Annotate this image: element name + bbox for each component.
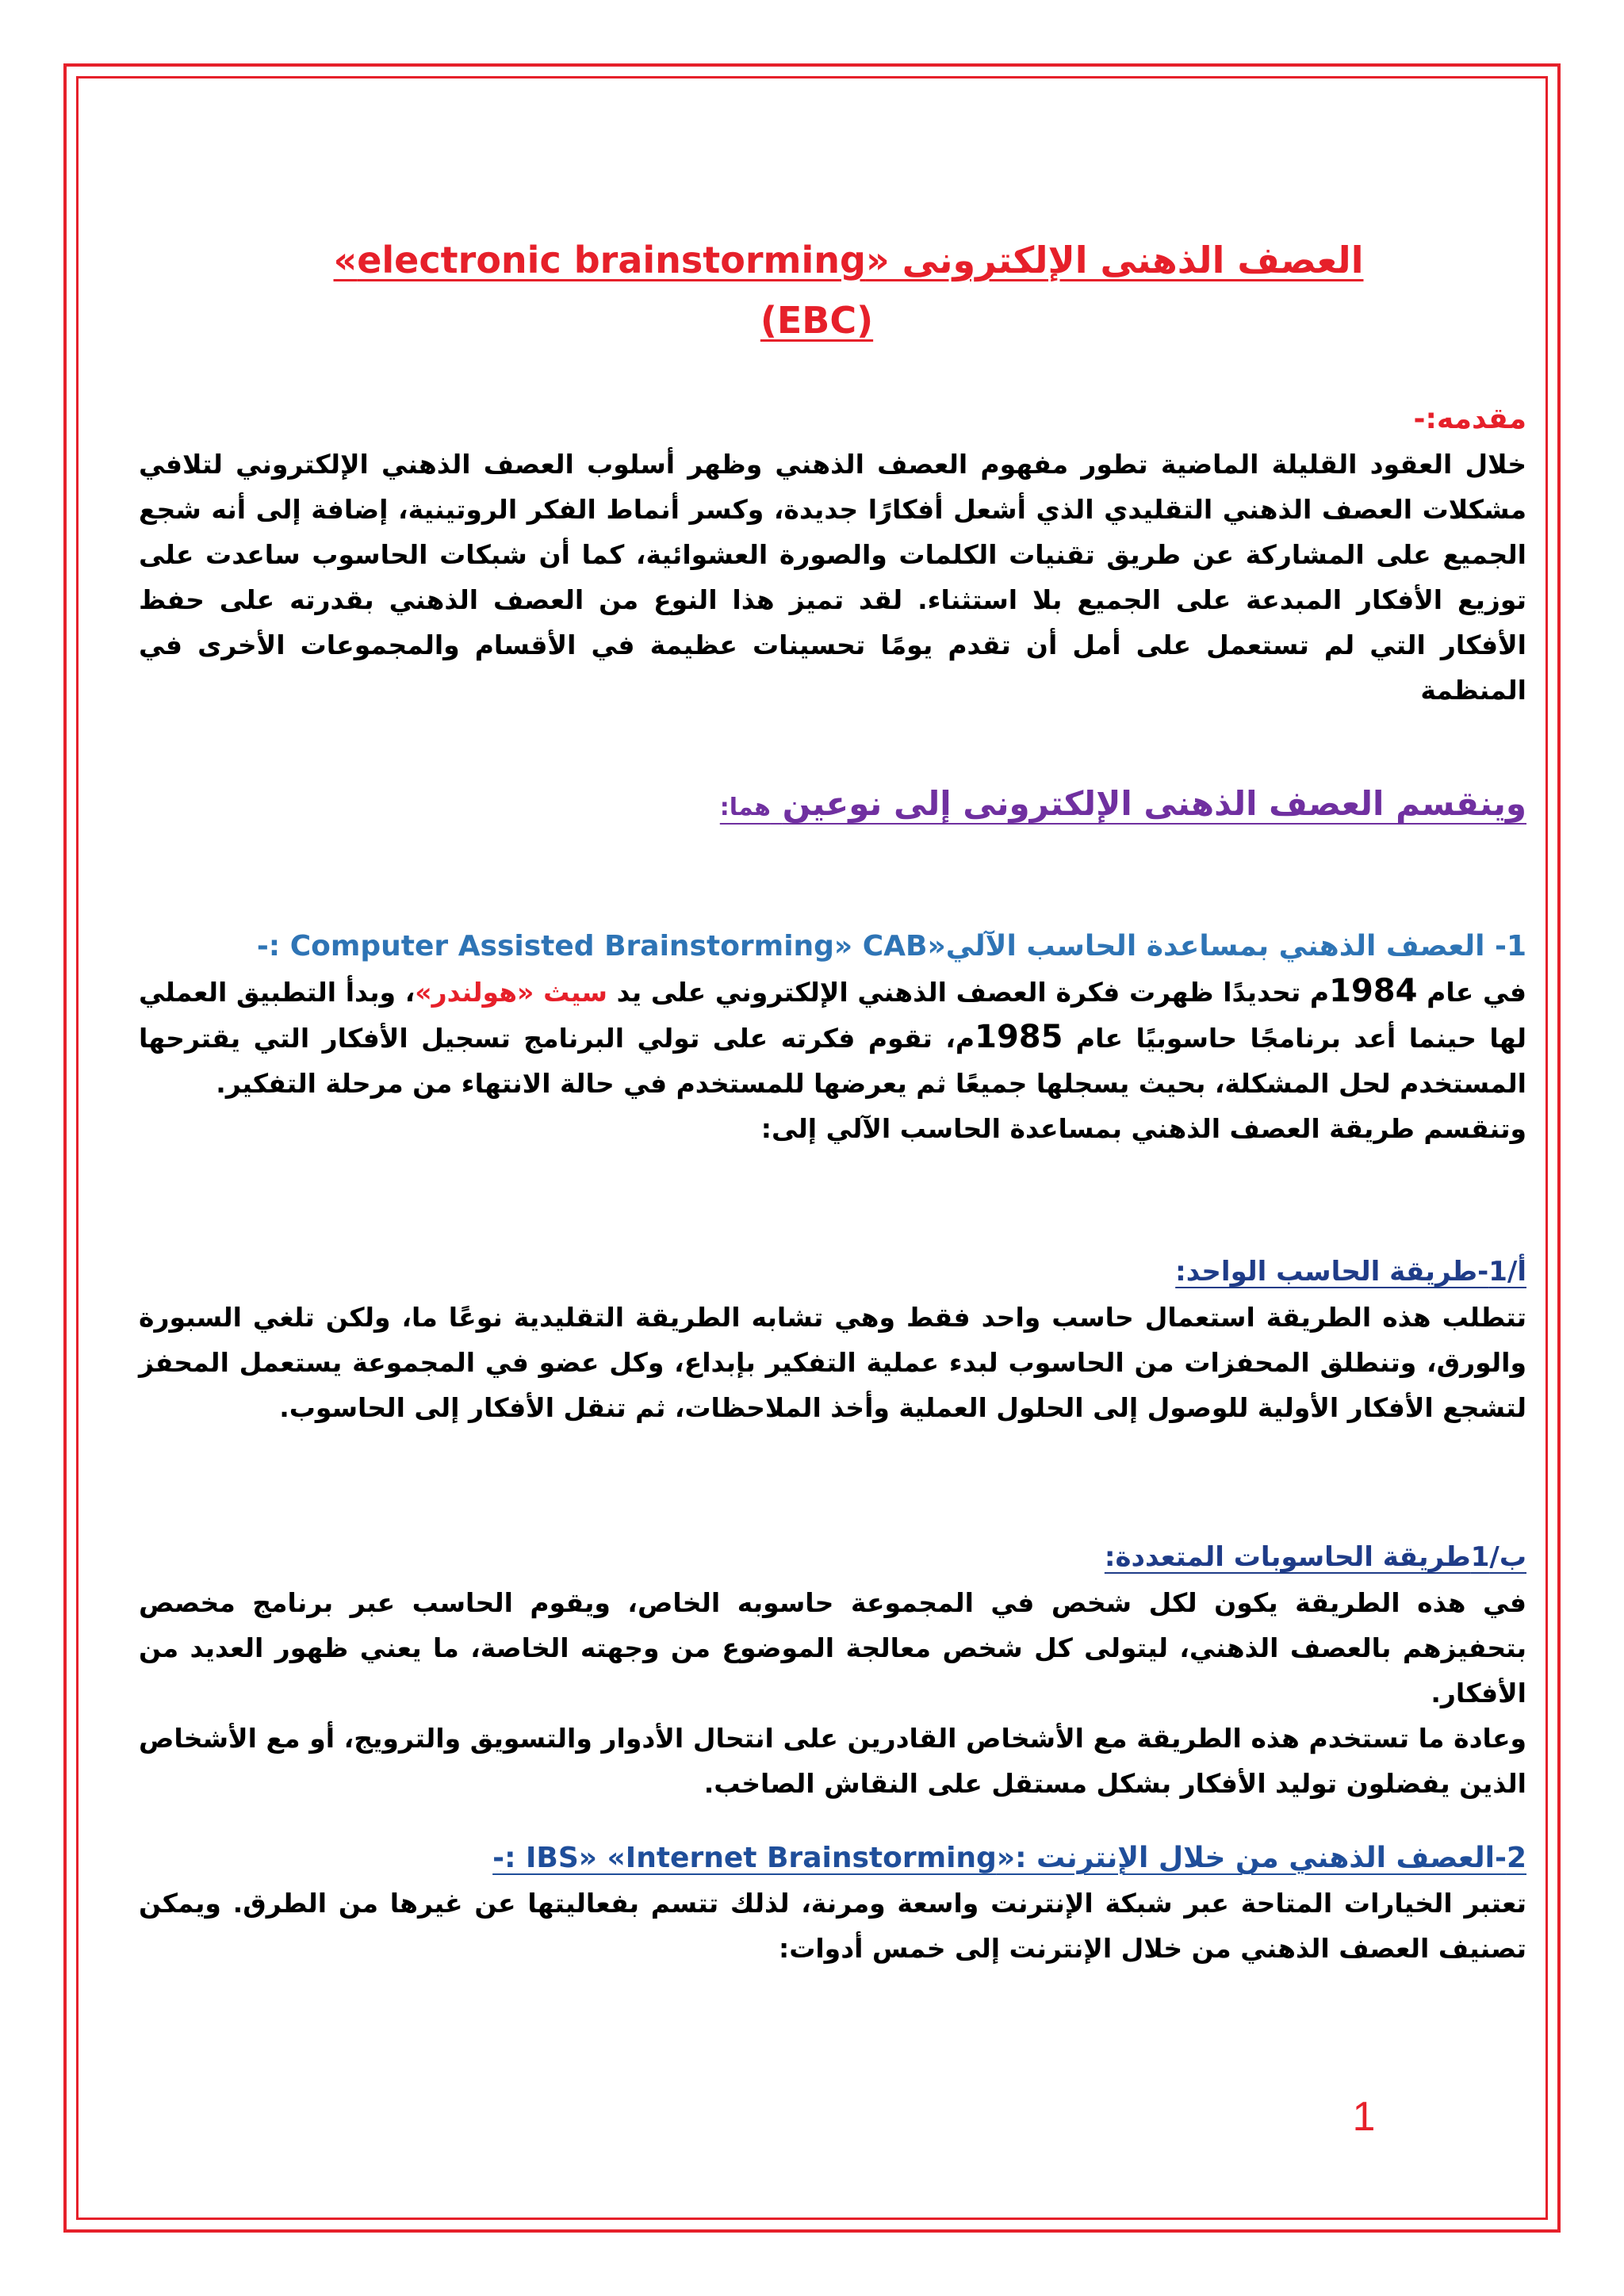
subsection-b-paragraph-2: وعادة ما تستخدم هذه الطريقة مع الأشخاص القادرين على انتحال الأدوار والتسويق والترويج، أو مع الأشخاص الذين يفضلون توليد الأفكار بشكل مستقل على النقاش الصاخب.: [139, 1723, 1526, 1799]
s1-p1-c: ، وبدأ التطبيق العملي لها حينما أعد برنامجًا حاسوبيًا عام: [139, 977, 1526, 1054]
intro-paragraph: خلال العقود القليلة الماضية تطور مفهوم العصف الذهني وظهر أسلوب العصف الذهني الإلكتروني لتلافي مشكلات العصف الذهني التقليدي الذي أشعل أفكارًا جديدة، وكسر أنماط الفكر الروتينية، إضافة إلى أنه شجع الجميع على المشاركة عن طريق تقنيات الكلمات والصورة العشوائية، كما أن شبكات الحاسوب ساعدت على توزيع الأفكار المبدعة على الجميع بلا استثناء. لقد تميز هذا النوع من العصف الذهني بقدرته على حفظ الأفكار التي لم تستعمل على أمل أن تقدم يومًا تحسينات عظيمة في الأقسام والمجموعات الأخرى في المنظمة: [139, 449, 1526, 706]
subsection-a-heading: أ/1-طريقة الحاسب الواحد:: [1175, 1256, 1526, 1288]
s1-year-1984: 1984: [1329, 973, 1418, 1009]
division-heading-main: وينقسم العصف الذهنى الإلكترونى إلى نوعين: [782, 784, 1526, 823]
title-line-2: (EBC): [760, 299, 874, 342]
division-section: [139, 781, 1526, 830]
subsection-b-heading: ب/1طريقة الحاسوبات المتعددة:: [1104, 1541, 1526, 1573]
subsection-a: [139, 1249, 1526, 1430]
division-heading-tail: هما:: [719, 794, 771, 821]
section-1-paragraph-1: [139, 969, 1526, 1106]
subsection-b-paragraph-1: في هذه الطريقة يكون لكل شخص في المجموعة حاسوبه الخاص، ويقوم الحاسب عبر برنامج مخصص بتحفيزهم بالعصف الذهني، ليتولى كل شخص معالجة الموضوع من وجهته الخاصة، ما يعني ظهور العديد من الأفكار.: [139, 1587, 1526, 1709]
section-1: [139, 924, 1526, 1151]
division-heading: [720, 784, 1526, 823]
s1-name: سيث «هولندر»: [415, 977, 607, 1008]
subsection-b: [139, 1534, 1526, 1806]
s1-p1-b: م تحديدًا ظهرت فكرة العصف الذهني الإلكتروني على يد: [607, 977, 1330, 1008]
section-1-heading: 1- العصف الذهني بمساعدة الحاسب الآلي«Computer Assisted Brainstorming» CAB :-: [256, 930, 1526, 962]
section-2-paragraph: تعتبر الخيارات المتاحة عبر شبكة الإنترنت واسعة ومرنة، لذلك تتسم بفعاليتها عن غيرها من الطرق. ويمكن تصنيف العصف الذهني من خلال الإنترنت إلى خمس أدوات:: [139, 1888, 1526, 1964]
document-title: [139, 230, 1526, 350]
section-1-paragraph-2: وتنقسم طريقة العصف الذهني بمساعدة الحاسب الآلي إلى:: [760, 1113, 1526, 1144]
section-2-heading: 2-العصف الذهني من خلال الإنترنت :«IBS» «Internet Brainstorming :-: [492, 1842, 1526, 1874]
intro-heading: مقدمه:-: [1413, 403, 1526, 435]
s1-year-1985: 1985: [975, 1019, 1063, 1055]
subsection-a-paragraph: تتطلب هذه الطريقة استعمال حاسب واحد فقط وهي تشابه الطريقة التقليدية نوعًا ما، ولكن تلغي السبورة والورق، وتنطلق المحفزات من الحاسوب لبدء عملية التفكير بإبداع، وكل عضو في المجموعة يستعمل المحفز لتشجع الأفكار الأولية للوصول إلى الحلول العملية وأخذ الملاحظات، ثم تنقل الأفكار إلى الحاسوب.: [139, 1302, 1526, 1423]
section-2: [139, 1835, 1526, 1971]
page-number: 1: [1352, 2094, 1376, 2140]
intro-section: [139, 396, 1526, 713]
title-line-1: العصف الذهنى الإلكترونى «electronic brainstorming»: [333, 239, 1364, 281]
s1-p1-a: في عام: [1417, 977, 1526, 1008]
s1-p1-d: م، تقوم فكرته على تولي البرنامج تسجيل الأفكار التي يقترحها المستخدم لحل المشكلة، بحيث يسجلها جميعًا ثم يعرضها للمستخدم في حالة الانتهاء من مرحلة التفكير.: [139, 1023, 1526, 1099]
